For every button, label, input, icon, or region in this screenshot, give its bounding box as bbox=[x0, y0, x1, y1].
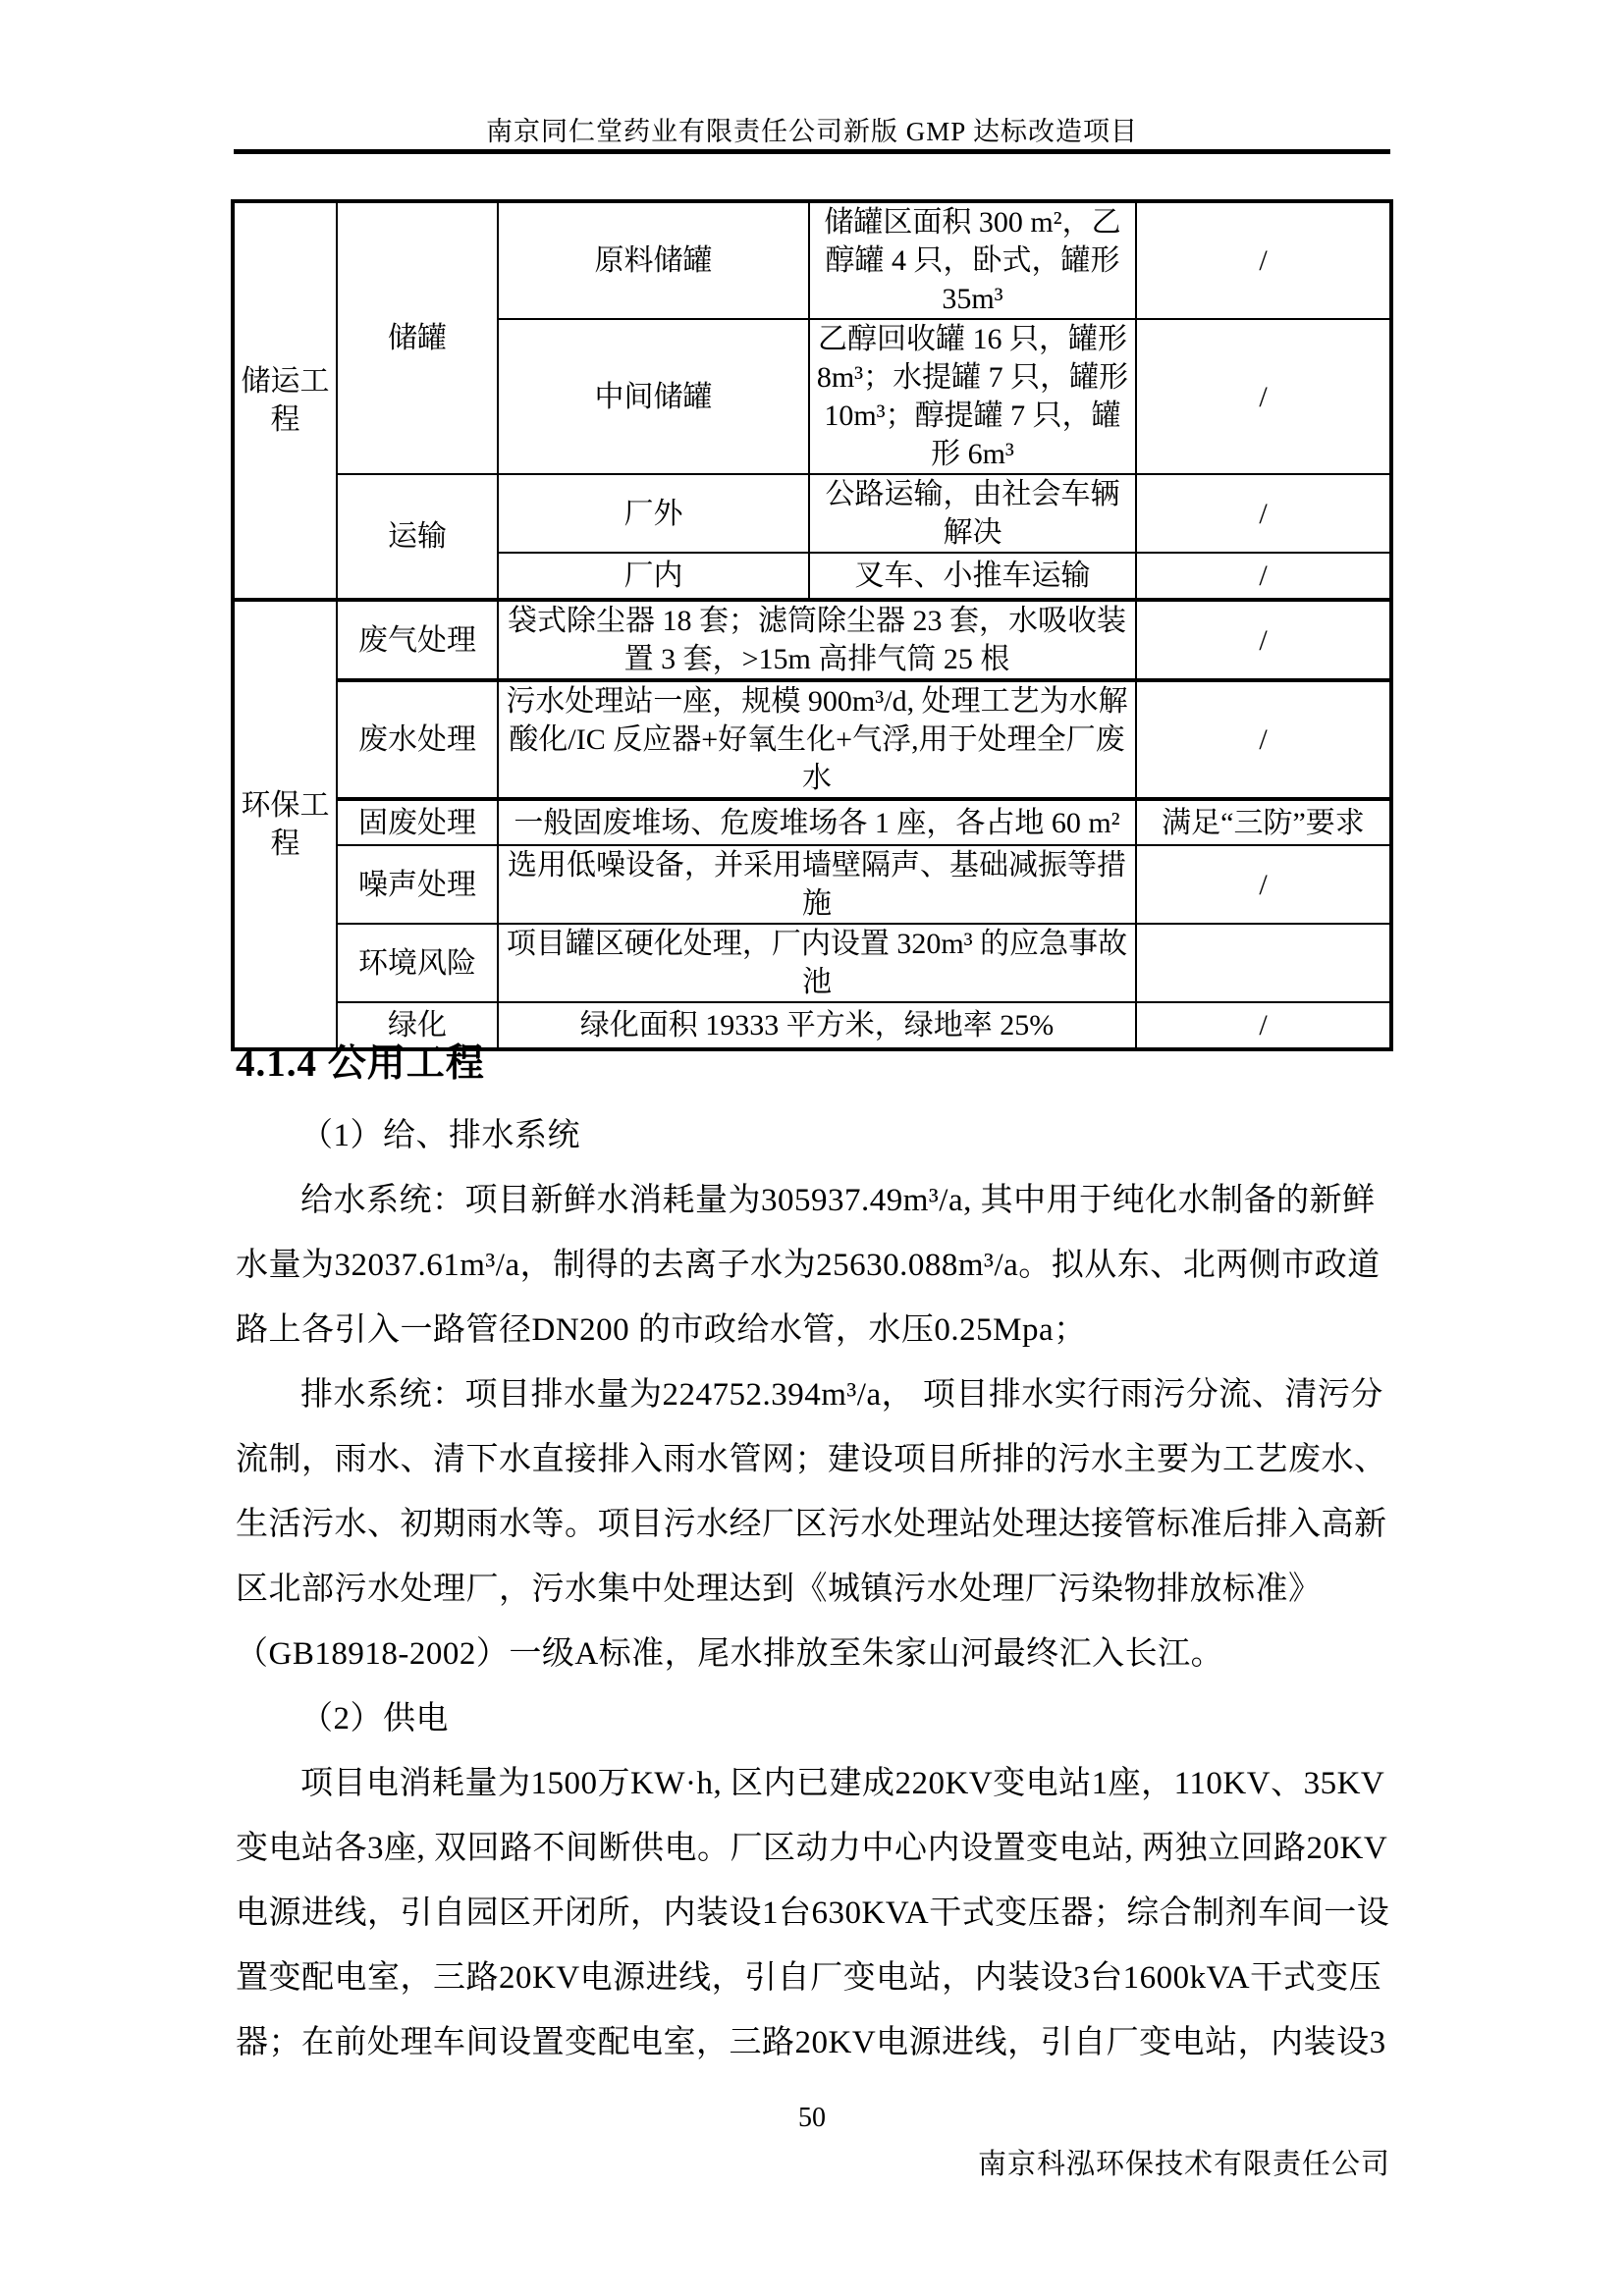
desc-cell: 选用低噪设备，并采用墙壁隔声、基础减振等措施 bbox=[498, 845, 1136, 924]
page-number: 50 bbox=[798, 2103, 826, 2133]
body-line: 变电站各3座, 双回路不间断供电。厂区动力中心内设置变电站, 两独立回路20KV bbox=[236, 1831, 1388, 1866]
desc-cell: 乙醇回收罐 16 只，罐形 8m³；水提罐 7 只，罐形 10m³；醇提罐 7 只，罐形 6m³ bbox=[809, 319, 1136, 474]
body-text bbox=[236, 1103, 1404, 2075]
item-cell: 原料储罐 bbox=[498, 201, 809, 319]
remark-cell: / bbox=[1136, 680, 1391, 799]
table-row bbox=[233, 201, 1391, 319]
desc-cell: 公路运输，由社会车辆解决 bbox=[809, 474, 1136, 553]
item-cell: 噪声处理 bbox=[337, 845, 498, 924]
item-cell: 中间储罐 bbox=[498, 319, 809, 474]
body-line: 电源进线，引自园区开闭所，内装设1台630KVA干式变压器；综合制剂车间一设 bbox=[236, 1896, 1390, 1931]
section-heading: 4.1.4 公用工程 bbox=[236, 1042, 485, 1085]
sub-transport-label: 运输 bbox=[337, 474, 498, 600]
project-table-wrap bbox=[231, 199, 1393, 1051]
body-line: 生活污水、初期雨水等。项目污水经厂区污水处理站处理达接管标准后排入高新 bbox=[236, 1507, 1387, 1542]
item-cell: 绿化 bbox=[337, 1002, 498, 1049]
desc-cell: 污水处理站一座，规模 900m³/d, 处理工艺为水解酸化/IC 反应器+好氧生化+气浮,用于处理全厂废水 bbox=[498, 680, 1136, 799]
body-line: （GB18918-2002）一级A标准，尾水排放至朱家山河最终汇入长江。 bbox=[236, 1636, 1224, 1672]
item-cell: 固废处理 bbox=[337, 799, 498, 845]
remark-cell bbox=[1136, 924, 1391, 1002]
item-cell: 厂外 bbox=[498, 474, 809, 553]
header-rule bbox=[234, 149, 1390, 154]
item-cell: 厂内 bbox=[498, 553, 809, 600]
table-row bbox=[233, 680, 1391, 799]
footer-company: 南京科泓环保技术有限责任公司 bbox=[977, 2149, 1390, 2180]
body-line: （1）给、排水系统 bbox=[300, 1118, 580, 1153]
body-line: 水量为32037.61m³/a，制得的去离子水为25630.088m³/a。拟从东、北两侧市政道 bbox=[236, 1248, 1380, 1283]
item-cell: 废气处理 bbox=[337, 600, 498, 680]
item-cell: 环境风险 bbox=[337, 924, 498, 1002]
desc-cell: 绿化面积 19333 平方米，绿地率 25% bbox=[498, 1002, 1136, 1049]
desc-cell: 项目罐区硬化处理，厂内设置 320m³ 的应急事故池 bbox=[498, 924, 1136, 1002]
body-line: 路上各引入一路管径DN200 的市政给水管，水压0.25Mpa； bbox=[236, 1312, 1087, 1348]
body-line: 置变配电室，三路20KV电源进线，引自厂变电站，内装设3台1600kVA干式变压 bbox=[236, 1960, 1382, 1996]
sub-tank-label: 储罐 bbox=[337, 201, 498, 474]
page-header-title: 南京同仁堂药业有限责任公司新版 GMP 达标改造项目 bbox=[485, 117, 1139, 146]
body-line: 器；在前处理车间设置变配电室，三路20KV电源进线，引自厂变电站，内装设3 bbox=[236, 2025, 1386, 2060]
group-env-label: 环保工程 bbox=[233, 600, 337, 1049]
table-row bbox=[233, 845, 1391, 924]
body-line: 给水系统：项目新鲜水消耗量为305937.49m³/a, 其中用于纯化水制备的新鲜 bbox=[300, 1183, 1376, 1218]
table-row bbox=[233, 924, 1391, 1002]
desc-cell: 袋式除尘器 18 套；滤筒除尘器 23 套，水吸收装置 3 套，>15m 高排气筒 25 根 bbox=[498, 600, 1136, 680]
remark-cell: / bbox=[1136, 553, 1391, 600]
body-line: 项目电消耗量为1500万KW·h, 区内已建成220KV变电站1座，110KV、35KV bbox=[300, 1766, 1385, 1801]
item-cell: 废水处理 bbox=[337, 680, 498, 799]
body-line: （2）供电 bbox=[300, 1701, 449, 1736]
remark-cell: / bbox=[1136, 600, 1391, 680]
table-row bbox=[233, 600, 1391, 680]
remark-cell: / bbox=[1136, 201, 1391, 319]
desc-cell: 储罐区面积 300 m²，乙醇罐 4 只，卧式，罐形 35m³ bbox=[809, 201, 1136, 319]
remark-cell: / bbox=[1136, 845, 1391, 924]
group-storage-label: 储运工程 bbox=[233, 201, 337, 600]
remark-cell: / bbox=[1136, 474, 1391, 553]
body-line: 流制，雨水、清下水直接排入雨水管网；建设项目所排的污水主要为工艺废水、 bbox=[236, 1442, 1387, 1477]
remark-cell: 满足“三防”要求 bbox=[1136, 799, 1391, 845]
remark-cell: / bbox=[1136, 319, 1391, 474]
desc-cell: 叉车、小推车运输 bbox=[809, 553, 1136, 600]
body-line: 区北部污水处理厂，污水集中处理达到《城镇污水处理厂污染物排放标准》 bbox=[236, 1572, 1322, 1607]
table-row bbox=[233, 799, 1391, 845]
body-line: 排水系统：项目排水量为224752.394m³/a， 项目排水实行雨污分流、清污分 bbox=[300, 1377, 1383, 1413]
table-row bbox=[233, 474, 1391, 553]
desc-cell: 一般固废堆场、危废堆场各 1 座，各占地 60 m² bbox=[498, 799, 1136, 845]
remark-cell: / bbox=[1136, 1002, 1391, 1049]
project-table bbox=[231, 199, 1393, 1051]
